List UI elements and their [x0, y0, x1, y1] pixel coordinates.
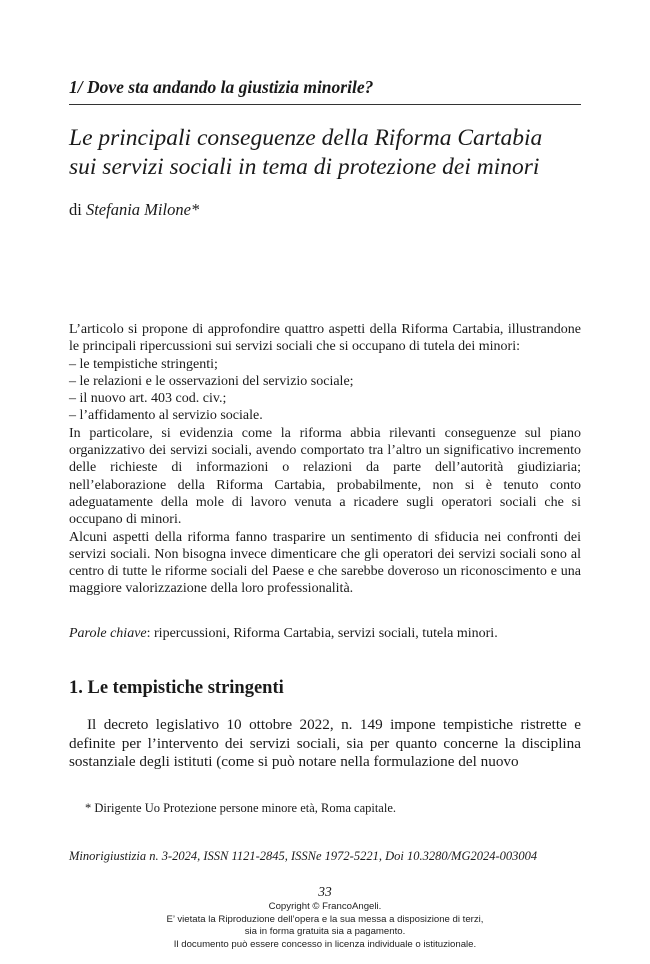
keywords-label: Parole chiave — [69, 626, 147, 641]
section-divider — [69, 104, 581, 105]
abstract-list-item: – il nuovo art. 403 cod. civ.; — [69, 391, 227, 407]
abstract — [69, 321, 581, 598]
article-title-line-2: sui servizi sociali in tema di protezione dei minori — [69, 154, 540, 180]
footnote: * Dirigente Uo Protezione persone minore età, Roma capitale. — [85, 801, 397, 815]
abstract-list-item: – le tempistiche stringenti; — [69, 356, 218, 372]
byline — [69, 200, 199, 220]
copyright-notice — [0, 901, 650, 951]
abstract-list-item: – l’affidamento al servizio sociale. — [69, 408, 263, 424]
copyright-line: E’ vietata la Riproduzione dell’opera e la sua messa a disposizione di terzi, — [166, 913, 484, 925]
abstract-list-item: – le relazioni e le osservazioni del servizio sociale; — [69, 373, 354, 389]
keywords — [69, 626, 581, 642]
byline-prefix: di — [69, 200, 82, 219]
abstract-paragraph-2: In particolare, si evidenzia come la riforma abbia rilevanti conseguenze sul piano organizzativo dei servizi sociali, avendo comportato tra l’altro un significativo incremento delle richieste di informazioni o relazioni da parte dell’autorità giudiziaria; nell’elaborazione della Riforma Cartabia, probabilmente, non si è tenuto conto adeguatamente della mole di lavoro venuta a ricadere sugli operatori sociali che si occupano di minori. — [69, 425, 581, 528]
keywords-text: : ripercussioni, Riforma Cartabia, servizi sociali, tutela minori. — [146, 626, 498, 641]
copyright-line: Copyright © FrancoAngeli. — [268, 901, 382, 912]
author-name: Stefania Milone* — [85, 200, 200, 219]
article-title-line-1: Le principali conseguenze della Riforma Cartabia — [69, 125, 543, 151]
body-paragraph: Il decreto legislativo 10 ottobre 2022, n. 149 impone tempistiche ristrette e definite per l’intervento dei servizi sociali, sia per quanto concerne la disciplina sostanziale degli istituti (come si può notare nella formulazione del nuovo — [69, 716, 581, 771]
abstract-paragraph-3: Alcuni aspetti della riforma fanno trasparire un sentimento di sfiducia nei confronti dei servizi sociali. Non bisogna invece dimenticare che gli operatori dei servizi sociali sono al centro di tutte le riforme sociali del Paese e che sarebbe doveroso un riconoscimento e una maggiore valorizzazione della loro professionalità. — [69, 529, 581, 597]
copyright-line: sia in forma gratuita sia a pagamento. — [244, 926, 406, 938]
page-number: 33 — [318, 884, 332, 899]
article-title — [69, 124, 589, 182]
section-title: 1/ Dove sta andando la giustizia minorile? — [69, 77, 374, 97]
copyright-line: Il documento può essere concesso in licenza individuale o istituzionale. — [173, 938, 477, 950]
abstract-intro: L’articolo si propone di approfondire quattro aspetti della Riforma Cartabia, illustrandone le principali ripercussioni sui servizi sociali che si occupano di tutela dei minori: — [69, 322, 581, 355]
section-heading: 1. Le tempistiche stringenti — [69, 678, 284, 698]
journal-reference: Minorigiustizia n. 3-2024, ISSN 1121-2845, ISSNe 1972-5221, Doi 10.3280/MG2024-003004 — [69, 849, 538, 863]
